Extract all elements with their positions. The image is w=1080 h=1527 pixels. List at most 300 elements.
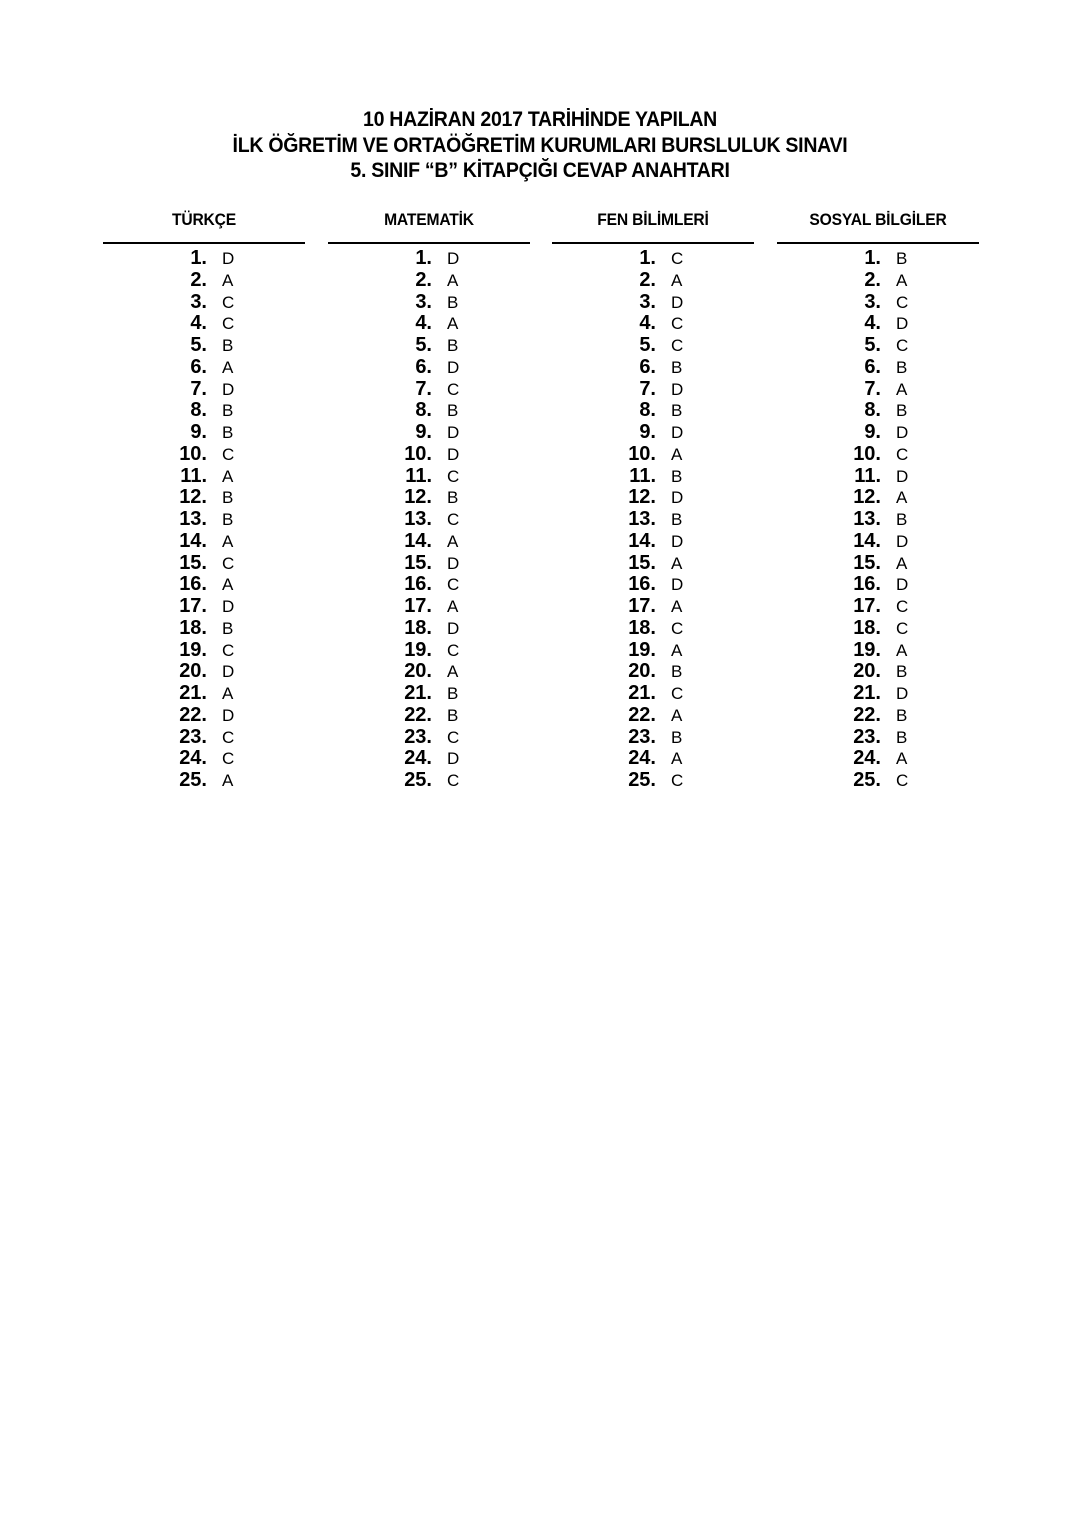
answer-letter: D [671, 488, 684, 508]
question-number: 1. [415, 247, 432, 269]
answer-letter: A [447, 270, 459, 290]
answer-row [328, 486, 530, 508]
answer-row [103, 508, 305, 530]
answer-letter: A [896, 379, 908, 399]
question-number: 3. [639, 290, 656, 313]
answer-letter: B [896, 249, 908, 268]
question-number: 12. [853, 486, 881, 509]
answer-row [552, 747, 754, 769]
answer-letter: D [222, 379, 235, 399]
answer-letter: B [447, 401, 459, 421]
answer-row [777, 530, 979, 552]
question-number: 7. [190, 377, 207, 400]
question-number: 5. [639, 334, 656, 356]
answer-letter: B [222, 618, 234, 638]
answer-row [103, 552, 305, 574]
answer-row [777, 573, 979, 595]
question-number: 8. [190, 399, 207, 422]
answer-letter: B [447, 684, 459, 703]
column-divider [328, 242, 530, 244]
question-number: 23. [179, 725, 207, 748]
answer-letter: B [896, 401, 908, 421]
question-number: 20. [628, 660, 656, 683]
answer-letter: A [671, 705, 683, 725]
question-number: 14. [628, 529, 656, 552]
answer-row [103, 530, 305, 552]
answer-list [777, 247, 979, 791]
answer-row [777, 443, 979, 465]
answer-row [552, 769, 754, 791]
answer-row [552, 682, 754, 704]
answer-letter: D [447, 749, 460, 769]
question-number: 4. [415, 312, 432, 335]
answer-letter: C [896, 292, 909, 312]
question-number: 23. [628, 725, 656, 748]
question-number: 4. [190, 312, 207, 335]
question-number: 21. [853, 682, 881, 704]
answer-row [552, 334, 754, 356]
question-number: 13. [404, 508, 432, 530]
answer-row [328, 573, 530, 595]
answer-row [328, 726, 530, 748]
answer-letter: B [896, 662, 908, 682]
answer-letter: B [671, 357, 683, 377]
answer-row [328, 312, 530, 334]
answer-letter: C [896, 336, 909, 355]
answer-row [777, 312, 979, 334]
question-number: 16. [404, 573, 432, 596]
question-number: 6. [864, 355, 881, 378]
answer-letter: C [222, 292, 235, 312]
question-number: 15. [179, 551, 207, 574]
answer-row [103, 704, 305, 726]
column-divider [777, 242, 979, 244]
column-header: SOSYAL BİLGİLER [809, 210, 947, 229]
answer-letter: B [896, 705, 908, 725]
question-number: 24. [404, 747, 432, 770]
document-title [0, 107, 1080, 184]
answer-column-turkce [103, 208, 305, 791]
question-number: 19. [628, 638, 656, 661]
answer-letter: B [222, 423, 234, 442]
answer-row [328, 769, 530, 791]
title-line-booklet: 5. SINIF “B” KİTAPÇIĞI CEVAP ANAHTARI [350, 159, 730, 182]
answer-row [328, 704, 530, 726]
question-number: 10. [628, 442, 656, 465]
answer-row [103, 312, 305, 334]
answer-letter: C [671, 618, 684, 638]
answer-letter: D [896, 314, 909, 334]
answer-list [552, 247, 754, 791]
question-number: 10. [853, 442, 881, 465]
answer-row [777, 269, 979, 291]
answer-column-matematik [328, 208, 530, 791]
question-number: 5. [864, 334, 881, 356]
answer-row [328, 530, 530, 552]
answer-letter: D [447, 357, 460, 377]
question-number: 14. [853, 529, 881, 552]
answer-letter: D [447, 618, 460, 638]
answer-row [103, 247, 305, 269]
answer-row [328, 399, 530, 421]
answer-row [103, 465, 305, 487]
answer-letter: D [896, 466, 909, 486]
answer-row [777, 399, 979, 421]
answer-row [777, 486, 979, 508]
question-number: 15. [404, 551, 432, 574]
answer-letter: D [222, 705, 235, 725]
question-number: 18. [404, 616, 432, 639]
answer-row [328, 465, 530, 487]
question-number: 19. [404, 638, 432, 661]
answer-row [328, 421, 530, 443]
question-number: 3. [415, 290, 432, 313]
question-number: 11. [854, 464, 881, 487]
answer-row [552, 573, 754, 595]
answer-letter: C [447, 379, 460, 399]
answer-letter: D [447, 249, 460, 268]
answer-row [103, 682, 305, 704]
answer-letter: A [671, 553, 683, 573]
question-number: 9. [639, 421, 656, 443]
question-number: 4. [639, 312, 656, 335]
answer-letter: A [222, 684, 234, 703]
answer-letter: D [447, 444, 460, 464]
answer-row [777, 334, 979, 356]
answer-row [103, 747, 305, 769]
question-number: 19. [179, 638, 207, 661]
answer-letter: A [671, 597, 683, 616]
question-number: 8. [639, 399, 656, 422]
answer-row [777, 682, 979, 704]
answer-letter: C [671, 336, 684, 355]
answer-letter: A [671, 270, 683, 290]
answer-letter: A [222, 270, 234, 290]
answer-letter: C [896, 444, 909, 464]
answer-column-fen-bilimleri [552, 208, 754, 791]
answer-letter: A [447, 531, 459, 551]
question-number: 2. [190, 268, 207, 291]
answer-letter: C [447, 640, 460, 660]
answer-letter: A [896, 749, 908, 769]
answer-list [103, 247, 305, 791]
answer-row [103, 443, 305, 465]
question-number: 13. [628, 508, 656, 530]
answer-row [552, 552, 754, 574]
question-number: 20. [853, 660, 881, 683]
answer-letter: C [447, 727, 460, 747]
answer-letter: B [671, 662, 683, 682]
answer-row [328, 617, 530, 639]
title-line-date: 10 HAZİRAN 2017 TARİHİNDE YAPILAN [362, 108, 718, 131]
question-number: 2. [639, 268, 656, 291]
answer-row [552, 595, 754, 617]
question-number: 16. [628, 573, 656, 596]
answer-row [103, 573, 305, 595]
answer-letter: C [222, 640, 235, 660]
question-number: 6. [415, 355, 432, 378]
question-number: 21. [628, 682, 656, 704]
question-number: 3. [864, 290, 881, 313]
answer-letter: D [671, 423, 684, 442]
answer-row [328, 508, 530, 530]
answer-letter: C [447, 510, 460, 529]
title-line-exam-name: İLK ÖĞRETİM VE ORTAÖĞRETİM KURUMLARI BURSLULUK SINAVI [232, 133, 848, 157]
answer-row [103, 421, 305, 443]
answer-row [552, 291, 754, 313]
question-number: 2. [864, 268, 881, 291]
question-number: 10. [179, 442, 207, 465]
answer-row [103, 660, 305, 682]
answer-row [103, 769, 305, 791]
question-number: 17. [404, 595, 432, 617]
answer-letter: A [671, 749, 683, 769]
answer-letter: D [222, 662, 235, 682]
answer-row [552, 465, 754, 487]
answer-row [777, 378, 979, 400]
answer-row [103, 378, 305, 400]
answer-letter: A [222, 771, 234, 790]
question-number: 17. [179, 595, 207, 617]
question-number: 23. [404, 725, 432, 748]
answer-letter: C [671, 771, 684, 790]
question-number: 18. [853, 616, 881, 639]
answer-row [328, 443, 530, 465]
question-number: 20. [179, 660, 207, 683]
question-number: 7. [864, 377, 881, 400]
answer-letter: A [896, 488, 908, 508]
answer-letter: A [447, 597, 459, 616]
answer-row [103, 399, 305, 421]
question-number: 13. [853, 508, 881, 530]
question-number: 9. [864, 421, 881, 443]
answer-row [103, 617, 305, 639]
answer-letter: B [896, 510, 908, 529]
answer-row [552, 247, 754, 269]
answer-row [328, 552, 530, 574]
answer-row [328, 291, 530, 313]
question-number: 6. [639, 355, 656, 378]
question-number: 1. [639, 247, 656, 269]
question-number: 22. [853, 703, 881, 726]
question-number: 11. [405, 464, 432, 487]
answer-row [777, 291, 979, 313]
answer-row [552, 639, 754, 661]
answer-row [328, 378, 530, 400]
answer-letter: C [222, 444, 235, 464]
question-number: 22. [404, 703, 432, 726]
answer-row [103, 356, 305, 378]
answer-row [777, 595, 979, 617]
answer-letter: A [671, 640, 683, 660]
question-number: 9. [190, 421, 207, 443]
answer-row [552, 508, 754, 530]
answer-letter: C [447, 771, 460, 790]
answer-letter: C [222, 749, 235, 769]
question-number: 9. [415, 421, 432, 443]
question-number: 8. [415, 399, 432, 422]
answer-row [777, 769, 979, 791]
question-number: 24. [628, 747, 656, 770]
answer-letter: B [671, 727, 683, 747]
answer-letter: B [896, 727, 908, 747]
column-header: FEN BİLİMLERİ [597, 210, 709, 229]
answer-row [777, 552, 979, 574]
question-number: 5. [190, 334, 207, 356]
answer-row [777, 660, 979, 682]
answer-row [328, 247, 530, 269]
answer-row [777, 508, 979, 530]
question-number: 21. [179, 682, 207, 704]
answer-letter: B [671, 510, 683, 529]
answer-letter: A [896, 640, 908, 660]
answer-letter: A [447, 314, 459, 334]
answer-row [328, 595, 530, 617]
question-number: 2. [415, 268, 432, 291]
answer-letter: B [447, 336, 459, 355]
question-number: 15. [853, 551, 881, 574]
question-number: 19. [853, 638, 881, 661]
answer-letter: D [671, 292, 684, 312]
answer-row [103, 595, 305, 617]
answer-letter: A [896, 553, 908, 573]
answer-row [328, 682, 530, 704]
question-number: 14. [404, 529, 432, 552]
answer-row [552, 378, 754, 400]
question-number: 6. [190, 355, 207, 378]
answer-letter: A [222, 531, 234, 551]
question-number: 12. [179, 486, 207, 509]
question-number: 11. [629, 464, 656, 487]
answer-letter: C [671, 249, 684, 268]
answer-letter: D [896, 423, 909, 442]
column-header: TÜRKÇE [171, 210, 237, 229]
question-number: 5. [415, 334, 432, 356]
question-number: 4. [864, 312, 881, 335]
answer-letter: C [222, 553, 235, 573]
answer-row [552, 443, 754, 465]
answer-letter: B [222, 510, 234, 529]
answer-letter: D [671, 379, 684, 399]
answer-letter: A [671, 444, 683, 464]
question-number: 25. [404, 769, 432, 791]
answer-row [103, 726, 305, 748]
answer-letter: A [447, 662, 459, 682]
answer-row [777, 617, 979, 639]
column-header: MATEMATİK [384, 210, 474, 229]
answer-row [777, 247, 979, 269]
answer-letter: B [447, 488, 459, 508]
answer-row [328, 747, 530, 769]
question-number: 23. [853, 725, 881, 748]
answer-row [328, 356, 530, 378]
answer-row [777, 704, 979, 726]
answer-letter: B [671, 401, 683, 421]
answer-row [777, 639, 979, 661]
answer-row [552, 726, 754, 748]
answer-letter: A [896, 270, 908, 290]
question-number: 1. [190, 247, 207, 269]
answer-row [552, 660, 754, 682]
answer-row [103, 334, 305, 356]
question-number: 18. [628, 616, 656, 639]
answer-row [552, 269, 754, 291]
answer-letter: C [896, 771, 909, 790]
answer-letter: A [222, 575, 234, 595]
answer-row [777, 726, 979, 748]
answer-row [552, 312, 754, 334]
answer-letter: A [222, 466, 234, 486]
question-number: 11. [180, 464, 207, 487]
answer-letter: D [896, 575, 909, 595]
answer-row [552, 356, 754, 378]
question-number: 15. [628, 551, 656, 574]
answer-letter: D [671, 531, 684, 551]
answer-letter: D [447, 553, 460, 573]
answer-letter: C [447, 575, 460, 595]
answer-letter: B [896, 357, 908, 377]
question-number: 25. [628, 769, 656, 791]
answer-letter: C [896, 618, 909, 638]
answer-letter: C [671, 684, 684, 703]
answer-row [552, 421, 754, 443]
question-number: 24. [179, 747, 207, 770]
answer-letter: B [222, 336, 234, 355]
column-divider [103, 242, 305, 244]
question-number: 1. [864, 247, 881, 269]
answer-letter: B [222, 401, 234, 421]
question-number: 24. [853, 747, 881, 770]
question-number: 22. [179, 703, 207, 726]
question-number: 17. [628, 595, 656, 617]
answer-letter: D [671, 575, 684, 595]
question-number: 12. [404, 486, 432, 509]
answer-row [777, 421, 979, 443]
answer-row [103, 269, 305, 291]
answer-row [777, 747, 979, 769]
answer-row [552, 704, 754, 726]
question-number: 21. [404, 682, 432, 704]
answer-row [103, 291, 305, 313]
question-number: 8. [864, 399, 881, 422]
question-number: 16. [853, 573, 881, 596]
question-number: 25. [179, 769, 207, 791]
question-number: 17. [853, 595, 881, 617]
answer-list [328, 247, 530, 791]
question-number: 13. [179, 508, 207, 530]
answer-letter: B [222, 488, 234, 508]
answer-letter: D [222, 597, 235, 616]
answer-letter: B [447, 705, 459, 725]
answer-letter: A [222, 357, 234, 377]
question-number: 10. [404, 442, 432, 465]
answer-row [328, 639, 530, 661]
answer-row [777, 465, 979, 487]
answer-row [103, 486, 305, 508]
question-number: 7. [639, 377, 656, 400]
answer-letter: C [671, 314, 684, 334]
answer-row [777, 356, 979, 378]
answer-row [552, 486, 754, 508]
answer-row [552, 399, 754, 421]
question-number: 3. [190, 290, 207, 313]
answer-row [328, 269, 530, 291]
question-number: 7. [415, 377, 432, 400]
answer-letter: D [447, 423, 460, 442]
question-number: 12. [628, 486, 656, 509]
question-number: 25. [853, 769, 881, 791]
answer-letter: D [896, 531, 909, 551]
